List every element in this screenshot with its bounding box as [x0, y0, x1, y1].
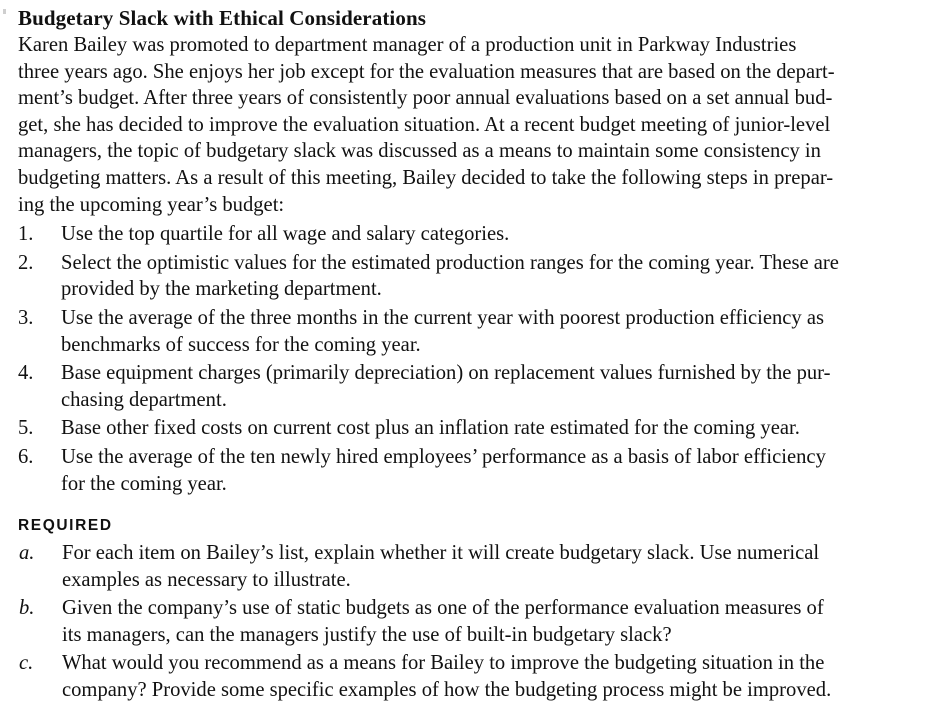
requirement-line: examples as necessary to illustrate. — [62, 568, 351, 591]
step-line: Use the average of the three months in the current year with poorest production efficiency as — [61, 306, 825, 329]
step-number: 4. — [18, 362, 34, 385]
intro-line: get, she has decided to improve the evaluation situation. At a recent budget meeting of junior-level — [18, 113, 831, 136]
requirement-c — [18, 650, 917, 703]
step-number: 6. — [18, 445, 34, 468]
requirements-list — [18, 540, 917, 704]
intro-line: ment’s budget. After three years of consistently poor annual evaluations based on a set annual bud- — [18, 87, 833, 110]
step-number: 3. — [18, 306, 34, 329]
intro-line: ing the upcoming year’s budget: — [18, 193, 285, 216]
step-item-6 — [18, 444, 917, 497]
step-line: chasing department. — [61, 388, 227, 411]
problem-title: Budgetary Slack with Ethical Considerations — [18, 6, 427, 30]
requirement-a — [18, 540, 917, 593]
requirement-text — [62, 595, 917, 648]
intro-line: Karen Bailey was promoted to department manager of a production unit in Parkway Industries — [18, 34, 797, 56]
intro-line: budgeting matters. As a result of this meeting, Bailey decided to take the following steps in prepar- — [18, 166, 834, 189]
step-line: benchmarks of success for the coming year. — [61, 333, 421, 356]
requirement-letter: a. — [19, 542, 35, 565]
step-line: Use the average of the ten newly hired employees’ performance as a basis of labor efficiency — [61, 445, 826, 468]
step-text — [61, 415, 917, 442]
requirement-line: For each item on Bailey’s list, explain whether it will create budgetary slack. Use numerical — [62, 542, 820, 565]
requirement-line: Given the company’s use of static budgets as one of the performance evaluation measures of — [62, 597, 824, 620]
intro-line: managers, the topic of budgetary slack was discussed as a means to maintain some consistency in — [18, 140, 821, 163]
step-text — [61, 305, 917, 358]
step-item-4 — [18, 360, 917, 413]
step-line: Use the top quartile for all wage and salary categories. — [61, 223, 510, 246]
step-line: provided by the marketing department. — [61, 278, 382, 301]
step-line: for the coming year. — [61, 472, 227, 495]
step-item-1 — [18, 221, 917, 248]
step-line: Base other fixed costs on current cost plus an inflation rate estimated for the coming year. — [61, 417, 800, 440]
requirement-text — [62, 540, 917, 593]
intro-paragraph — [18, 32, 917, 218]
step-line: Select the optimistic values for the estimated production ranges for the coming year. These are — [61, 251, 839, 274]
step-item-5 — [18, 415, 917, 442]
requirement-letter: b. — [19, 597, 35, 620]
requirement-line: its managers, can the managers justify the use of built-in budgetary slack? — [62, 623, 672, 646]
problem-page — [18, 5, 917, 706]
requirement-letter: c. — [19, 652, 34, 675]
step-text — [61, 221, 917, 248]
margin-mark — [3, 9, 6, 14]
requirement-line: What would you recommend as a means for Bailey to improve the budgeting situation in the — [62, 652, 825, 675]
step-text — [61, 444, 917, 497]
requirement-line: company? Provide some specific examples of how the budgeting process might be improved. — [62, 679, 832, 702]
requirement-text — [62, 650, 917, 703]
step-item-2 — [18, 250, 917, 303]
step-number: 5. — [18, 417, 34, 440]
step-number: 1. — [18, 223, 34, 246]
step-line: Base equipment charges (primarily depreciation) on replacement values furnished by the pur- — [61, 362, 831, 385]
step-text — [61, 360, 917, 413]
intro-line: three years ago. She enjoys her job except for the evaluation measures that are based on the depart- — [18, 60, 835, 83]
required-heading: REQUIRED — [18, 517, 113, 535]
step-number: 2. — [18, 251, 34, 274]
step-text — [61, 250, 917, 303]
requirement-b — [18, 595, 917, 648]
steps-list — [18, 221, 917, 497]
step-item-3 — [18, 305, 917, 358]
